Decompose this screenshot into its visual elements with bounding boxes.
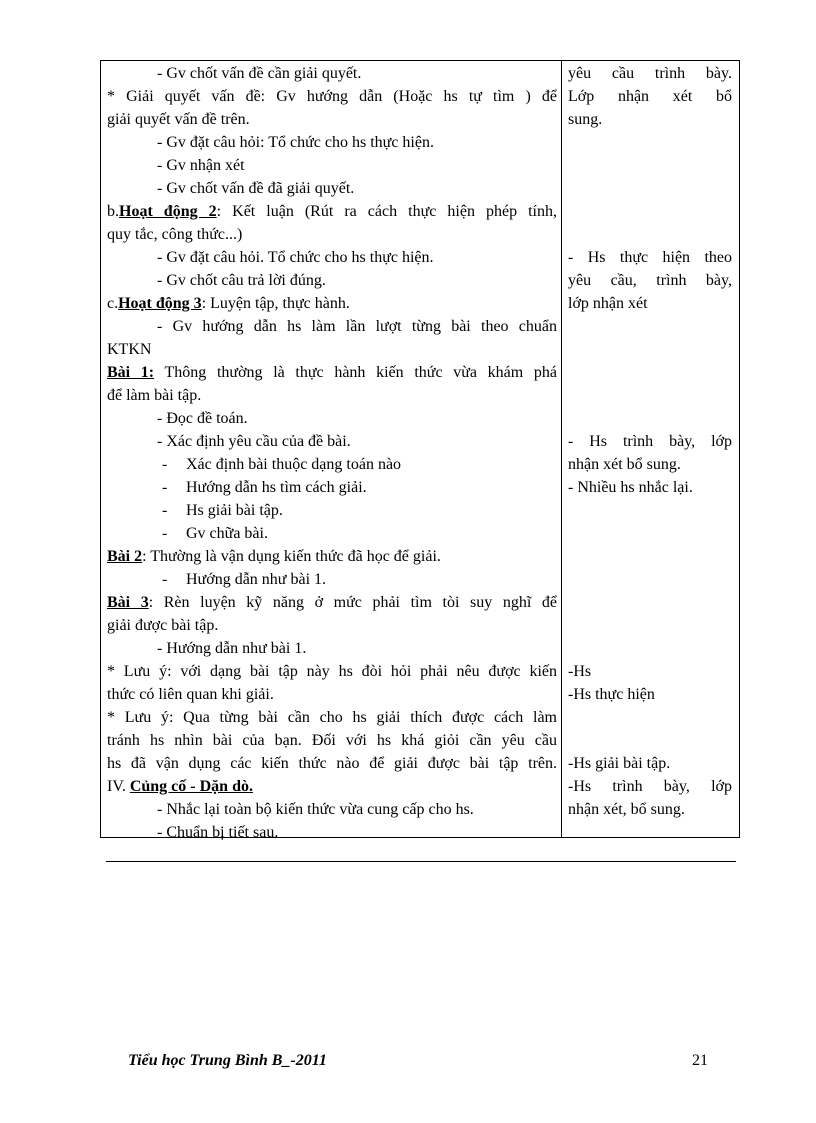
text-line: thức có liên quan khi giải. [107,686,274,703]
exercise-2: Bài 2: Thường là vận dụng kiến thức đã học để giải. [107,548,441,565]
text-line: tránh hs nhìn bài của bạn. Đối với hs khá giỏi cần yêu cầu [107,732,557,749]
text-line: - Gv đặt câu hỏi: Tổ chức cho hs thực hiện. [157,134,434,151]
text-line: - Đọc đề toán. [157,410,248,427]
text-line: -Hs thực hiện [568,686,655,703]
text-line: Lớp nhận xét bổ [568,88,732,105]
text-line: - Hướng dẫn như bài 1. [157,640,307,657]
exercise-3: Bài 3: Rèn luyện kỹ năng ở mức phải tìm tòi suy nghĩ để [107,594,557,611]
bullet-line: - Gv chữa bài. [162,525,268,542]
bullet-line: - Hướng dẫn hs tìm cách giải. [162,479,367,496]
text-line: - Hs trình bày, lớp [568,433,732,450]
text-line: - Gv đặt câu hỏi. Tổ chức cho hs thực hiện. [157,249,434,266]
bullet-line: - Hướng dẫn như bài 1. [162,571,327,588]
text-line: - Nhiều hs nhắc lại. [568,479,693,496]
text-line: yêu cầu trình bày. [568,65,732,82]
text-line: - Gv nhận xét [157,157,245,174]
text-line: KTKN [107,341,152,358]
text-line: hs đã vận dụng các kiến thức nào để giải được bài tập trên. [107,755,557,772]
text-line: - Gv chốt câu trả lời đúng. [157,272,326,289]
text-line: - Chuẩn bị tiết sau. [157,824,279,841]
note-line: * Lưu ý: Qua từng bài cần cho hs giải thích được cách làm [107,709,557,726]
text-line: nhận xét bổ sung. [568,456,681,473]
text-line: -Hs giải bài tập. [568,755,671,772]
text-line: - Gv hướng dẫn hs làm lần lượt từng bài theo chuẩn [157,318,557,335]
exercise-1: Bài 1: Thông thường là thực hành kiến thức vừa khám phá [107,364,557,381]
text-line: -Hs trình bày, lớp [568,778,732,795]
footer-school: Tiểu học Trung Bình B_-2011 [128,1052,327,1069]
student-activities-column [568,62,732,821]
text-line: - Gv chốt vấn đề cần giải quyết. [157,65,362,82]
column-divider [561,60,562,838]
text-line: quy tắc, công thức...) [107,226,243,243]
bullet-line: - Xác định bài thuộc dạng toán nào [162,456,402,473]
text-line: để làm bài tập. [107,387,202,404]
teacher-activities-column [107,62,557,844]
text-line: - Hs thực hiện theo [568,249,732,266]
text-line: - Xác định yêu cầu của đề bài. [157,433,351,450]
text-line: -Hs [568,663,592,680]
heading-consolidation: IV. Củng cố - Dặn dò. [107,778,253,795]
text-line: yêu cầu, trình bày, [568,272,732,289]
heading-activity-3: c.Hoạt động 3: Luyện tập, thực hành. [107,295,350,312]
bullet-line: - Hs giải bài tập. [162,502,283,519]
text-line: - Gv chốt vấn đề đã giải quyết. [157,180,355,197]
page-number: 21 [692,1052,708,1069]
text-line: * Giải quyết vấn đề: Gv hướng dẫn (Hoặc hs tự tìm ) để [107,88,557,105]
text-line: giải quyết vấn đề trên. [107,111,250,128]
text-line: nhận xét, bổ sung. [568,801,685,818]
text-line: lớp nhận xét [568,295,648,312]
text-line: giải được bài tập. [107,617,219,634]
footer-rule [106,861,736,862]
text-line: - Nhắc lại toàn bộ kiến thức vừa cung cấp cho hs. [157,801,474,818]
text-line: sung. [568,111,603,128]
note-line: * Lưu ý: với dạng bài tập này hs đòi hỏi phải nêu được kiến [107,663,557,680]
heading-activity-2: b.Hoạt động 2: Kết luận (Rút ra cách thực hiện phép tính, [107,203,558,220]
